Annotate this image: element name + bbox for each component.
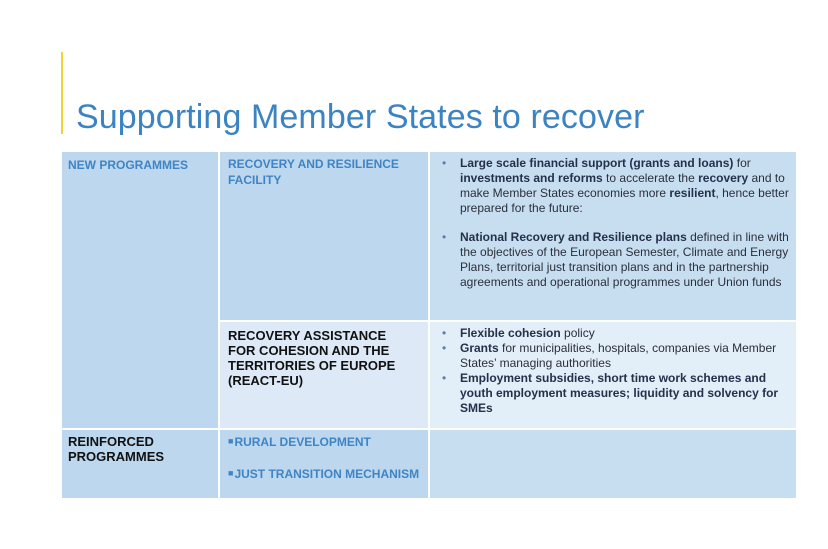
rrf-name-cell (219, 151, 429, 321)
new-programmes-label: NEW PROGRAMMES (68, 158, 188, 172)
new-programmes-cell (61, 151, 219, 429)
text: to accelerate the (602, 171, 699, 185)
reinforced-cell (61, 429, 219, 499)
list-item (460, 156, 790, 216)
bold-text: National Recovery and Resilience plans (460, 230, 687, 244)
list-item (460, 326, 790, 341)
react-name: RECOVERY ASSISTANCE FOR COHESION AND THE TERRITORIES OF EUROPE (REACT-EU) (228, 328, 396, 388)
list-item (460, 371, 790, 416)
reinforced-item-rural: RURAL DEVELOPMENT (234, 435, 371, 449)
reinforced-label: REINFORCED PROGRAMMES (68, 434, 165, 464)
text: defined in line with the objectives of the European Semester, Climate and Energy Plans, territorial just transition plans and in the partnership agreements and operational programmes under Union funds (460, 230, 789, 289)
text: , hence better prepared for the future: (460, 186, 789, 215)
text: and to make Member States economies more (460, 171, 785, 200)
bold-text: investments and reforms (460, 171, 603, 185)
bold-text: recovery (698, 171, 749, 185)
slide-title: Supporting Member States to recover (76, 98, 645, 136)
bold-text: Grants (460, 341, 499, 355)
programmes-table (60, 150, 798, 500)
bold-text: Flexible cohesion (460, 326, 561, 340)
table-row (61, 151, 797, 321)
react-description-cell (429, 321, 797, 429)
table-row (61, 429, 797, 499)
bold-text: Employment subsidies, short time work schemes and youth employment measures; liquidity and solvency for SMEs (460, 371, 779, 415)
list-item: ■JUST TRANSITION MECHANISM (228, 467, 420, 481)
reinforced-item-jtm: JUST TRANSITION MECHANISM (234, 467, 420, 481)
text: for (733, 156, 751, 170)
reinforced-items-cell (219, 429, 429, 499)
bold-text: Large scale financial support (grants and loans) (460, 156, 734, 170)
empty-cell (429, 429, 797, 499)
list-item (460, 341, 790, 371)
list-item (460, 230, 790, 290)
react-name-cell (219, 321, 429, 429)
rrf-name: RECOVERY AND RESILIENCE FACILITY (228, 157, 399, 187)
react-bullet-list (436, 326, 790, 416)
list-item: ■RURAL DEVELOPMENT (228, 435, 371, 449)
text: policy (560, 326, 595, 340)
text: for municipalities, hospitals, companies via Member States’ managing authorities (460, 341, 777, 370)
rrf-bullet-list (436, 156, 790, 290)
title-accent-bar (61, 52, 63, 134)
bold-text: resilient (669, 186, 716, 200)
rrf-description-cell (429, 151, 797, 321)
